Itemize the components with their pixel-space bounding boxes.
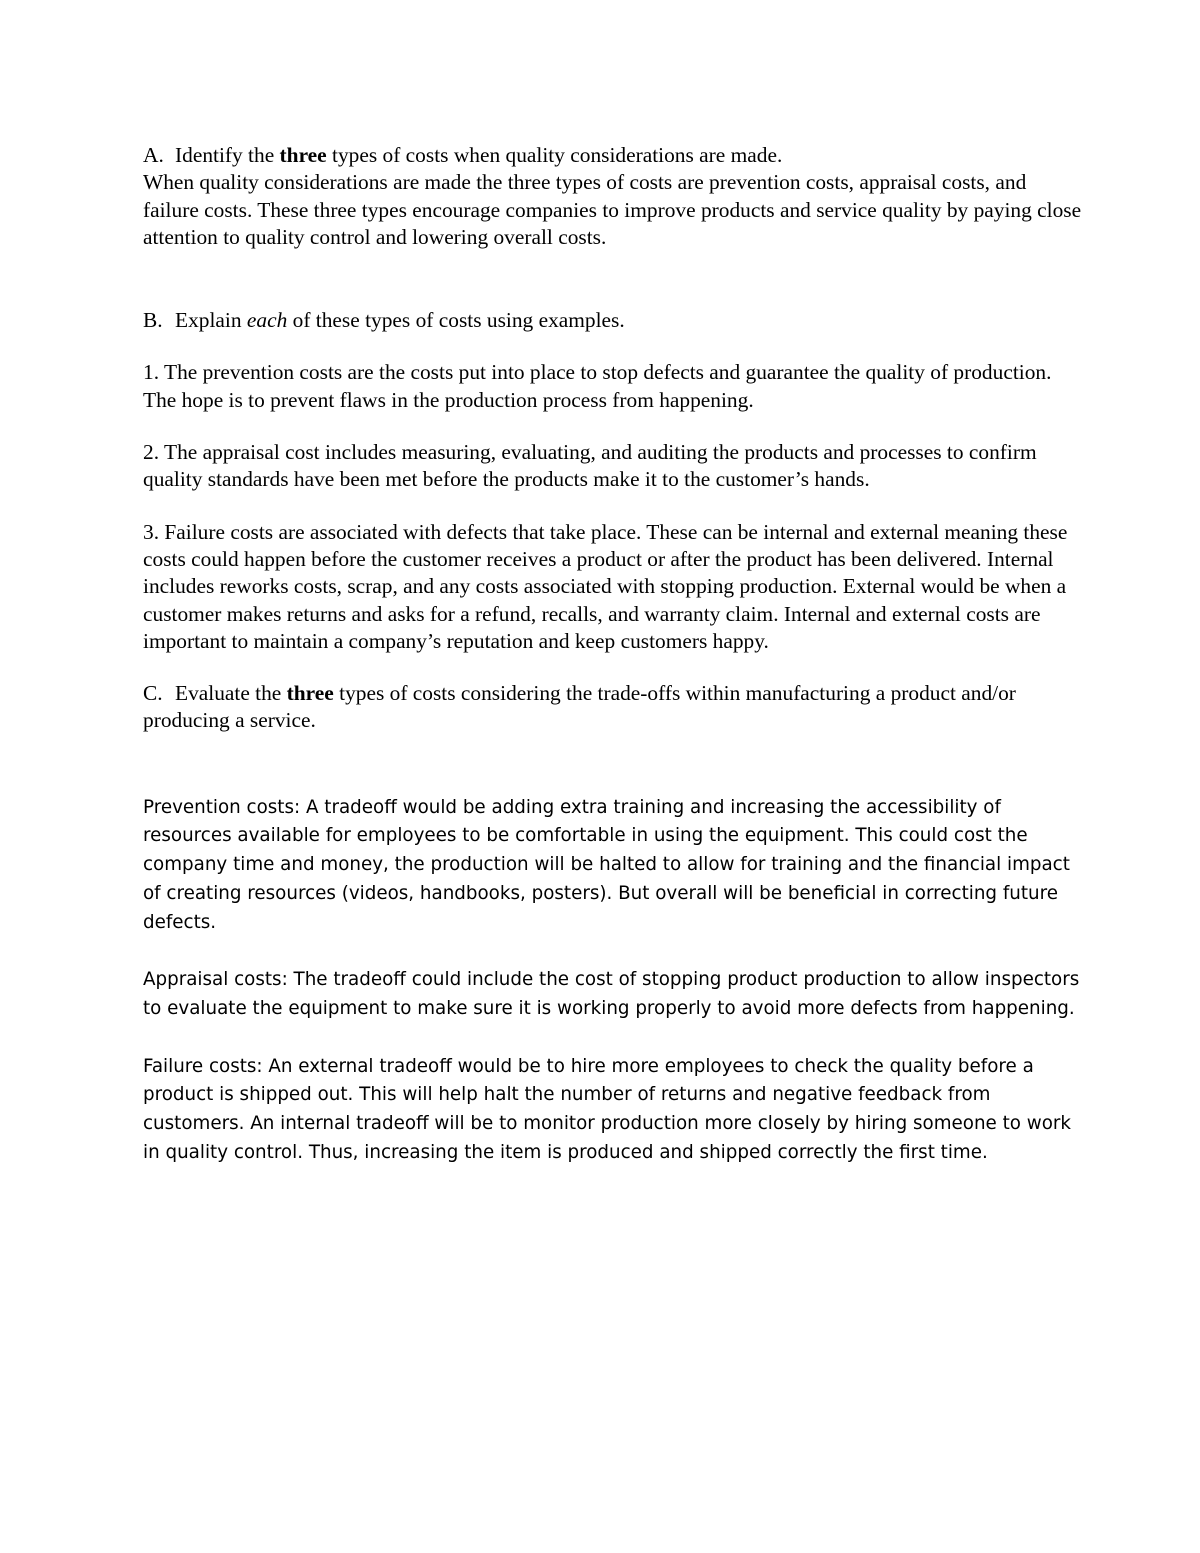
document-body bbox=[143, 142, 1083, 1167]
answer-c-failure: Failure costs: An external tradeoff would be to hire more employees to check the quality before a product is shipped out. This will help halt the number of returns and negative feedback from customers. An internal tradeoff will be to monitor production more closely by hiring someone to work in quality control. Thus, increasing the item is produced and shipped correctly the first time. bbox=[143, 1055, 1072, 1163]
spacer bbox=[143, 1024, 1083, 1053]
question-c bbox=[143, 680, 1083, 735]
spacer bbox=[143, 655, 1083, 680]
question-a-text-end: types of costs when quality considerations are made. bbox=[326, 143, 783, 167]
answer-c-appraisal: Appraisal costs: The tradeoff could include the cost of stopping product production to allow inspectors to evaluate the equipment to make sure it is working properly to avoid more defects from happening. bbox=[143, 969, 1080, 1019]
question-b bbox=[143, 307, 1083, 334]
spacer bbox=[143, 735, 1083, 794]
question-a-emphasis: three bbox=[279, 143, 327, 167]
question-a-label: A. bbox=[143, 143, 164, 167]
question-c-emphasis: three bbox=[286, 681, 334, 706]
question-c-label: C. bbox=[143, 681, 163, 706]
spacer bbox=[143, 937, 1083, 966]
spacer bbox=[143, 494, 1083, 519]
question-a bbox=[143, 142, 1083, 169]
question-a-text-start: Identify the bbox=[175, 143, 280, 167]
spacer bbox=[143, 251, 1083, 307]
question-c-text-end: types of costs considering the trade-offs within manufacturing a product and/or producing a service. bbox=[143, 681, 1016, 733]
answer-a: When quality considerations are made the three types of costs are prevention costs, appraisal costs, and failure costs. These three types encourage companies to improve products and service quality by paying close attention to quality control and lowering overall costs. bbox=[143, 170, 1082, 249]
answer-b-item-1: 1. The prevention costs are the costs put into place to stop defects and guarantee the quality of production. The hope is to prevent flaws in the production process from happening. bbox=[143, 360, 1052, 412]
question-c-text-start: Evaluate the bbox=[175, 681, 287, 706]
spacer bbox=[143, 414, 1083, 439]
answer-b-item-2: 2. The appraisal cost includes measuring, evaluating, and auditing the products and processes to confirm quality standards have been met before the products make it to the customer’s hands. bbox=[143, 440, 1037, 492]
question-b-emphasis: each bbox=[246, 308, 288, 333]
answer-b-item-3: 3. Failure costs are associated with defects that take place. These can be internal and external meaning these costs could happen before the customer receives a product or after the product has been delivered. Internal includes reworks costs, scrap, and any costs associated with stopping production. External would be when a customer makes returns and asks for a refund, recalls, and warranty claim. Internal and external costs are important to maintain a company’s reputation and keep customers happy. bbox=[143, 519, 1068, 653]
question-b-text-end: of these types of costs using examples. bbox=[287, 308, 625, 333]
question-b-label: B. bbox=[143, 308, 163, 333]
answer-c-prevention: Prevention costs: A tradeoff would be adding extra training and increasing the accessibility of resources available for employees to be comfortable in using the equipment. This could cost the company time and money, the production will be halted to allow for training and the financial impact of creating resources (videos, handbooks, posters). But overall will be beneficial in correcting future defects. bbox=[143, 796, 1070, 933]
question-b-text-start: Explain bbox=[175, 308, 247, 333]
spacer bbox=[143, 334, 1083, 359]
